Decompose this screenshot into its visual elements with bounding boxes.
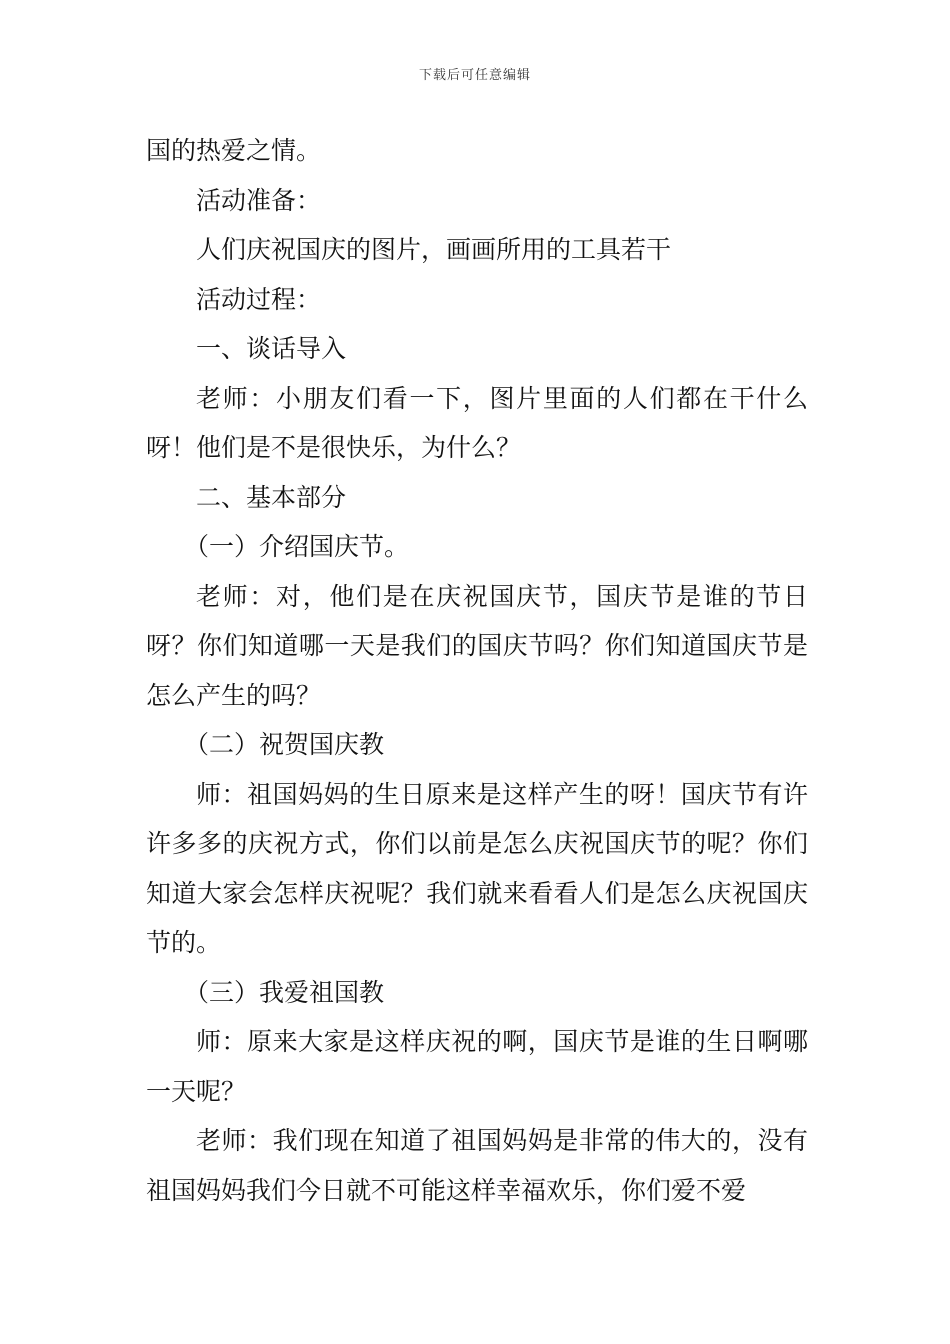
page-header: 下载后可任意编辑 [418,68,531,83]
paragraph-12: （三）我爱祖国教 [184,977,385,1007]
paragraph-1: 国的热爱之情。 [146,136,322,165]
paragraph-13: 师：原来大家是这样庆祝的啊，国庆节是谁的生日啊哪一天呢？ [146,1027,808,1106]
paragraph-11: 师：祖国妈妈的生日原来是这样产生的呀！国庆节有许许多多的庆祝方式，你们以前是怎么庆祝国庆节的呢？你们知道大家会怎样庆祝呢？我们就来看看人们是怎么庆祝国庆节的。 [146,779,808,957]
paragraph-10: （二）祝贺国庆教 [184,730,385,759]
paragraph-4: 活动过程： [196,284,322,314]
paragraph-9: 老师：对，他们是在庆祝国庆节，国庆节是谁的节日呀？你们知道哪一天是我们的国庆节吗？你们知道国庆节是怎么产生的吗？ [146,581,808,710]
paragraph-2: 活动准备： [196,185,322,215]
paragraph-8: （一）介绍国庆节。 [184,532,410,561]
document-body [146,126,808,1215]
paragraph-14: 老师：我们现在知道了祖国妈妈是非常的伟大的，没有祖国妈妈我们今日就不可能这样幸福欢乐，你们爱不爱 [146,1126,808,1205]
paragraph-7: 二、基本部分 [196,482,347,512]
paragraph-6: 老师：小朋友们看一下，图片里面的人们都在干什么呀！他们是不是很快乐，为什么？ [146,383,808,462]
paragraph-5: 一、谈话导入 [196,334,347,363]
paragraph-3: 人们庆祝国庆的图片，画画所用的工具若干 [196,235,672,264]
